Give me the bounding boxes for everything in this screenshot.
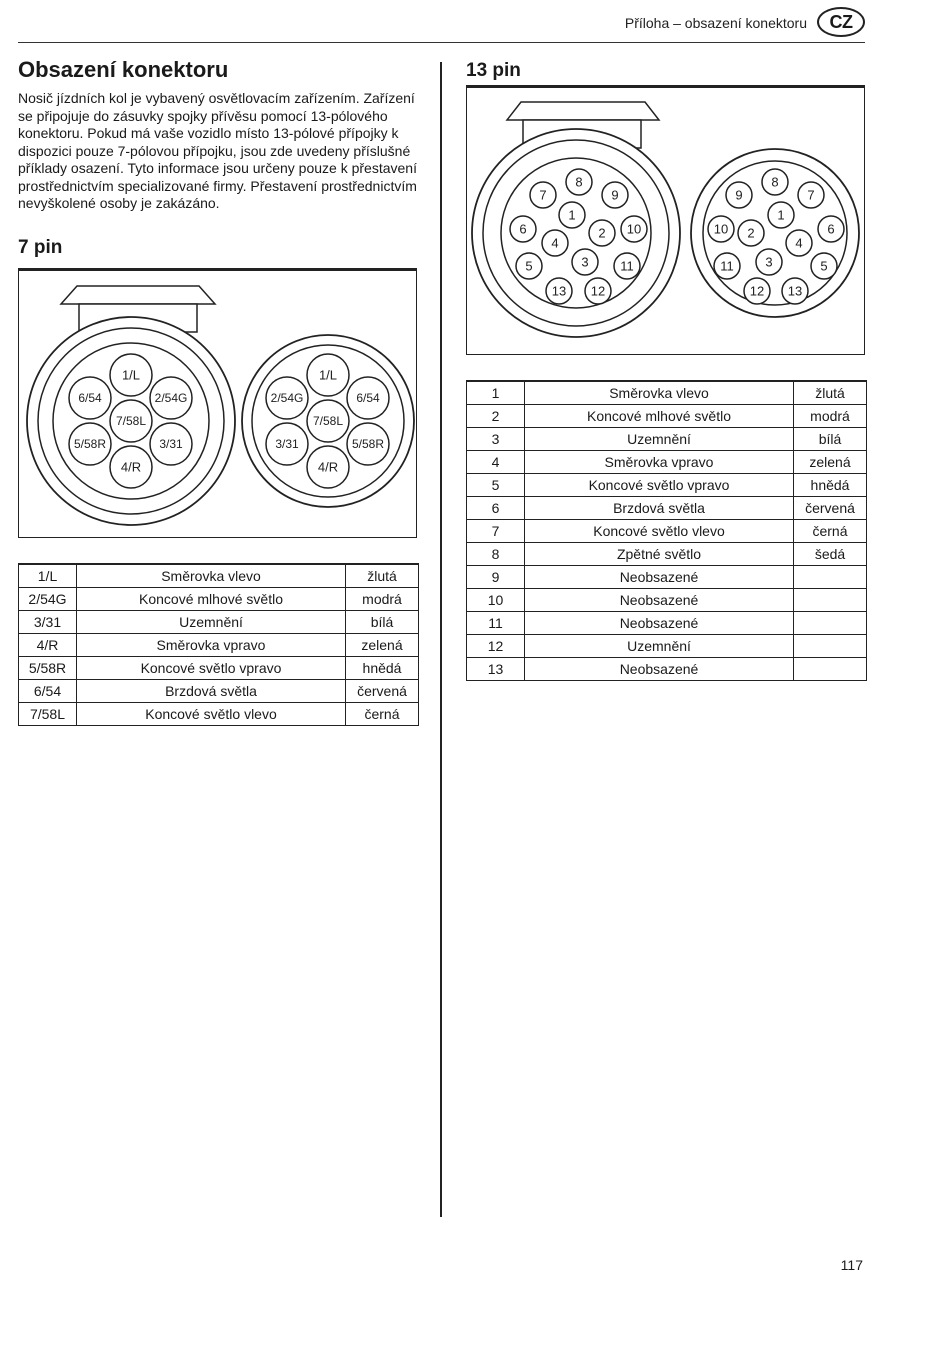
- wire-color-cell: zelená: [794, 451, 867, 474]
- function-cell: Směrovka vpravo: [77, 634, 346, 657]
- function-cell: Koncové světlo vlevo: [77, 703, 346, 726]
- pin-label: 4: [551, 235, 559, 251]
- table-row: [19, 634, 419, 657]
- function-cell: Neobsazené: [525, 658, 794, 681]
- table-row: [467, 589, 867, 612]
- wire-color-cell: červená: [346, 680, 419, 703]
- function-cell: Uzemnění: [525, 428, 794, 451]
- table-row: [467, 658, 867, 681]
- pin-label: 3: [581, 254, 589, 270]
- pin-label: 9: [611, 187, 619, 203]
- wire-color-cell: zelená: [346, 634, 419, 657]
- diagram-13-pin: [466, 85, 865, 355]
- table-row: [19, 564, 419, 588]
- function-cell: Neobsazené: [525, 566, 794, 589]
- wire-color-cell: hnědá: [346, 657, 419, 680]
- wire-color-cell: [794, 635, 867, 658]
- pin-label: 4/R: [317, 459, 339, 475]
- pin-label: 12: [590, 283, 606, 299]
- pin-label: 4/R: [120, 459, 142, 475]
- table-row: [19, 657, 419, 680]
- pin-label: 2/54G: [270, 391, 304, 405]
- wire-color-cell: [794, 589, 867, 612]
- table-13-pin: [466, 380, 867, 681]
- table-row: [19, 680, 419, 703]
- wire-color-cell: hnědá: [794, 474, 867, 497]
- pin-label: 10: [713, 221, 729, 237]
- pin-label: 1/L: [318, 367, 338, 383]
- pin-label: 1/L: [121, 367, 141, 383]
- pin-code-cell: 2: [467, 405, 525, 428]
- pin-code-cell: 8: [467, 543, 525, 566]
- diagram-7-pin: [18, 268, 417, 538]
- pin-label: 4: [795, 235, 803, 251]
- table-row: [19, 611, 419, 634]
- table-row: [467, 451, 867, 474]
- pin-label: 7/58L: [115, 414, 147, 428]
- table-row: [19, 588, 419, 611]
- pin-label: 11: [620, 258, 634, 274]
- wire-color-cell: [794, 658, 867, 681]
- wire-color-cell: bílá: [346, 611, 419, 634]
- language-badge: CZ: [817, 7, 865, 37]
- table-row: [19, 703, 419, 726]
- pin-label: 13: [787, 283, 803, 299]
- function-cell: Směrovka vlevo: [77, 564, 346, 588]
- pin-label: 3/31: [159, 437, 183, 451]
- pin-code-cell: 11: [467, 612, 525, 635]
- pin-code-cell: 5: [467, 474, 525, 497]
- pin-code-cell: 10: [467, 589, 525, 612]
- pin-label: 3/31: [275, 437, 299, 451]
- pin-label: 2: [598, 225, 606, 241]
- pin-code-cell: 7: [467, 520, 525, 543]
- pin-label: 1: [777, 207, 785, 223]
- pin-label: 7: [539, 187, 547, 203]
- header-title: Příloha – obsazení konektoru: [624, 15, 807, 31]
- wire-color-cell: žlutá: [346, 564, 419, 588]
- pin-label: 2/54G: [154, 391, 188, 405]
- pin-label: 8: [575, 174, 583, 190]
- pin-label: 6: [519, 221, 527, 237]
- wire-color-cell: modrá: [346, 588, 419, 611]
- pin-label: 11: [720, 258, 734, 274]
- function-cell: Uzemnění: [77, 611, 346, 634]
- table-row: [467, 612, 867, 635]
- pin-code-cell: 12: [467, 635, 525, 658]
- table-7-pin: [18, 563, 419, 726]
- function-cell: Neobsazené: [525, 589, 794, 612]
- pin-label: 6/54: [356, 391, 380, 405]
- table-row: [467, 405, 867, 428]
- wire-color-cell: bílá: [794, 428, 867, 451]
- table-row: [467, 543, 867, 566]
- wire-color-cell: černá: [346, 703, 419, 726]
- heading-13-pin: 13 pin: [466, 60, 521, 81]
- pin-label: 10: [626, 221, 642, 237]
- pin-code-cell: 7/58L: [19, 703, 77, 726]
- pin-code-cell: 13: [467, 658, 525, 681]
- function-cell: Uzemnění: [525, 635, 794, 658]
- pin-label: 13: [551, 283, 567, 299]
- pin-label: 5: [820, 258, 828, 274]
- function-cell: Zpětné světlo: [525, 543, 794, 566]
- wire-color-cell: [794, 566, 867, 589]
- wire-color-cell: žlutá: [794, 381, 867, 405]
- table-row: [467, 474, 867, 497]
- pin-label: 7/58L: [312, 414, 344, 428]
- pin-code-cell: 5/58R: [19, 657, 77, 680]
- pin-label: 5/58R: [351, 437, 385, 451]
- page-header: [18, 6, 865, 43]
- function-cell: Brzdová světla: [525, 497, 794, 520]
- pin-code-cell: 3/31: [19, 611, 77, 634]
- function-cell: Neobsazené: [525, 612, 794, 635]
- wire-color-cell: modrá: [794, 405, 867, 428]
- pin-code-cell: 1/L: [19, 564, 77, 588]
- function-cell: Koncové světlo vpravo: [525, 474, 794, 497]
- pin-label: 1: [568, 207, 576, 223]
- pin-code-cell: 3: [467, 428, 525, 451]
- table-row: [467, 497, 867, 520]
- pin-label: 5: [525, 258, 533, 274]
- pin-label: 6/54: [78, 391, 102, 405]
- pin-code-cell: 4: [467, 451, 525, 474]
- connector-13-pin-drawing: [467, 88, 864, 355]
- heading-7-pin: 7 pin: [18, 237, 63, 258]
- function-cell: Koncové mlhové světlo: [77, 588, 346, 611]
- wire-color-cell: [794, 612, 867, 635]
- pin-code-cell: 1: [467, 381, 525, 405]
- table-row: [467, 635, 867, 658]
- wire-color-cell: černá: [794, 520, 867, 543]
- wire-color-cell: šedá: [794, 543, 867, 566]
- table-row: [467, 566, 867, 589]
- function-cell: Směrovka vlevo: [525, 381, 794, 405]
- pin-label: 7: [807, 187, 815, 203]
- section-title: Obsazení konektoru: [18, 57, 229, 82]
- pin-code-cell: 2/54G: [19, 588, 77, 611]
- table-row: [467, 520, 867, 543]
- intro-paragraph: Nosič jízdních kol je vybavený osvětlovacím zařízením. Zařízení se připojuje do zásuvky spojky přívěsu pomocí 13-pólového konektoru. Pokud má vaše vozidlo místo 13-pólové přípojky k dispozici pouze 7-pólovou přípojku, jsou zde uvedeny příslušné příklady osazení. Tyto informace jsou určeny pouze k přestavení prostřednictvím specializované firmy. Přestavení prostřednictvím nevyškolené osoby je zakázáno.: [18, 90, 417, 211]
- pin-label: 5/58R: [73, 437, 107, 451]
- table-row: [467, 428, 867, 451]
- page-number: 117: [840, 1257, 863, 1273]
- column-divider: [440, 62, 442, 1217]
- table-row: [467, 381, 867, 405]
- pin-code-cell: 6: [467, 497, 525, 520]
- function-cell: Koncové světlo vlevo: [525, 520, 794, 543]
- pin-label: 8: [771, 174, 779, 190]
- pin-code-cell: 4/R: [19, 634, 77, 657]
- connector-7-pin-drawing: [19, 271, 416, 538]
- function-cell: Směrovka vpravo: [525, 451, 794, 474]
- function-cell: Koncové světlo vpravo: [77, 657, 346, 680]
- pin-label: 6: [827, 221, 835, 237]
- function-cell: Brzdová světla: [77, 680, 346, 703]
- pin-label: 2: [747, 225, 755, 241]
- wire-color-cell: červená: [794, 497, 867, 520]
- pin-label: 12: [749, 283, 765, 299]
- pin-label: 9: [735, 187, 743, 203]
- function-cell: Koncové mlhové světlo: [525, 405, 794, 428]
- pin-code-cell: 6/54: [19, 680, 77, 703]
- pin-label: 3: [765, 254, 773, 270]
- pin-code-cell: 9: [467, 566, 525, 589]
